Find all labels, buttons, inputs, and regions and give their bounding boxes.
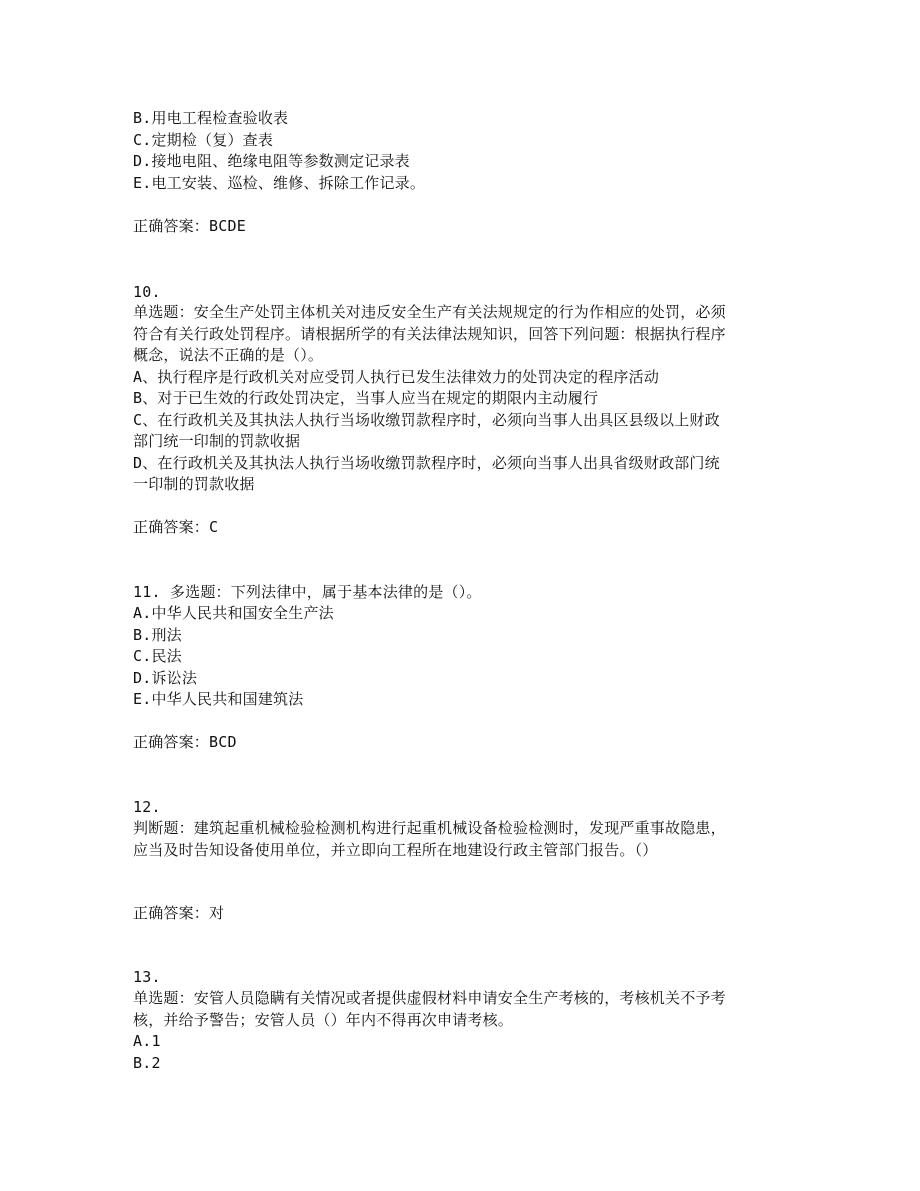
q11-answer: 正确答案：BCD bbox=[133, 733, 237, 751]
q9-option-e: E.电工安装、巡检、维修、拆除工作记录。 bbox=[133, 174, 426, 192]
q12-number: 12. bbox=[133, 798, 161, 816]
q12-stem-line1: 判断题：建筑起重机械检验检测机构进行起重机械设备检验检测时，发现严重事故隐患， bbox=[133, 819, 726, 837]
q10-option-d-line1: D、在行政机关及其执法人执行当场收缴罚款程序时，必须向当事人出具省级财政部门统 bbox=[133, 454, 720, 472]
q9-answer: 正确答案：BCDE bbox=[133, 217, 246, 235]
q10-option-c-line2: 部门统一印制的罚款收据 bbox=[133, 432, 301, 450]
q13-option-a: A.1 bbox=[133, 1032, 161, 1050]
q11-option-b: B.刑法 bbox=[133, 626, 182, 644]
q9-option-b: B.用电工程检查验收表 bbox=[133, 109, 289, 127]
q13-stem-line2: 核，并给予警告；安管人员（）年内不得再次申请考核。 bbox=[133, 1011, 514, 1029]
q10-number: 10. bbox=[133, 283, 161, 301]
q11-stem: 11. 多选题：下列法律中，属于基本法律的是（）。 bbox=[133, 583, 482, 601]
q10-stem-line3: 概念，说法不正确的是（）。 bbox=[133, 346, 324, 364]
q11-option-d: D.诉讼法 bbox=[133, 669, 198, 687]
q13-stem-line1: 单选题：安管人员隐瞒有关情况或者提供虚假材料申请安全生产考核的，考核机关不予考 bbox=[133, 989, 726, 1007]
q13-option-b: B.2 bbox=[133, 1054, 161, 1072]
q10-stem-line1: 单选题：安全生产处罚主体机关对违反安全生产有关法规规定的行为作相应的处罚，必须 bbox=[133, 303, 726, 321]
q11-option-c: C.民法 bbox=[133, 647, 182, 665]
q12-answer: 正确答案：对 bbox=[133, 904, 225, 922]
q10-option-d-line2: 一印制的罚款收据 bbox=[133, 475, 255, 493]
q12-stem-line2: 应当及时告知设备使用单位，并立即向工程所在地建设行政主管部门报告。（） bbox=[133, 841, 658, 859]
q10-option-c-line1: C、在行政机关及其执法人执行当场收缴罚款程序时，必须向当事人出具区县级以上财政 bbox=[133, 411, 720, 429]
q10-option-a: A、执行程序是行政机关对应受罚人执行已发生法律效力的处罚决定的程序活动 bbox=[133, 368, 660, 386]
q9-option-c: C.定期检（复）查表 bbox=[133, 131, 274, 149]
q10-answer: 正确答案：C bbox=[133, 518, 219, 536]
q11-option-a: A.中华人民共和国安全生产法 bbox=[133, 604, 334, 622]
q10-stem-line2: 符合有关行政处罚程序。请根据所学的有关法律法规知识，回答下列问题：根据执行程序 bbox=[133, 325, 726, 343]
q11-option-e: E.中华人民共和国建筑法 bbox=[133, 690, 304, 708]
q13-number: 13. bbox=[133, 968, 161, 986]
q10-option-b: B、对于已生效的行政处罚决定，当事人应当在规定的期限内主动履行 bbox=[133, 389, 599, 407]
q9-option-d: D.接地电阻、绝缘电阻等参数测定记录表 bbox=[133, 152, 410, 170]
